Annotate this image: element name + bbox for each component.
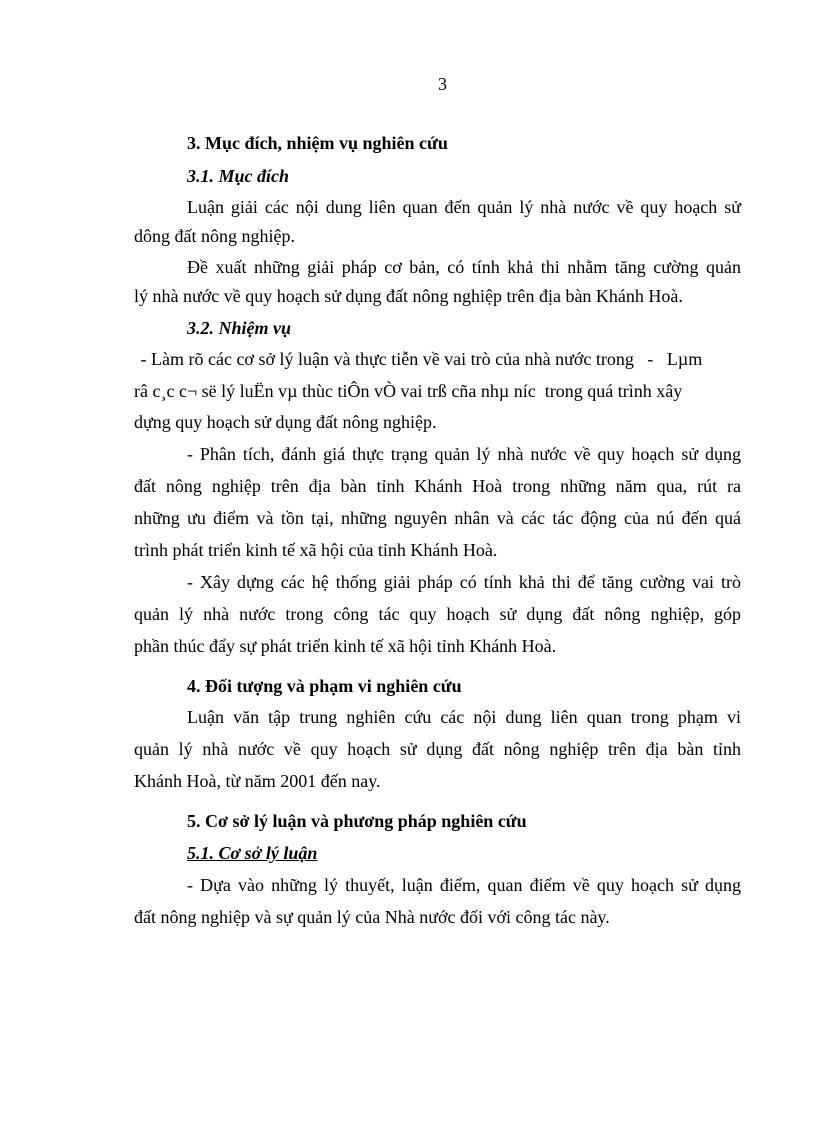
paragraph-line: lý nhà nước về quy hoạch sử dụng đất nông nghiệp trên địa bàn Khánh Hoà. xyxy=(134,286,683,306)
paragraph-line: đất nông nghiệp và sự quản lý của Nhà nước đối với công tác này. xyxy=(134,907,610,927)
section-3-2-heading: 3.2. Nhiệm vụ xyxy=(187,318,292,338)
paragraph-line: phần thúc đẩy sự phát triển kinh tế xã hội tỉnh Khánh Hoà. xyxy=(134,636,557,656)
paragraph-line: - Phân tích, đánh giá thực trạng quản lý nhà nước về quy hoạch sử dụng xyxy=(187,444,741,464)
paragraph-line: dựng quy hoạch sử dụng đất nông nghiệp. xyxy=(134,412,437,432)
section-3-heading: 3. Mục đích, nhiệm vụ nghiên cứu xyxy=(187,133,448,153)
paragraph-line: - Dựa vào những lý thuyết, luận điểm, quan điểm về quy hoạch sử dụng xyxy=(187,875,741,895)
paragraph-line: Luận giải các nội dung liên quan đến quản lý nhà nước về quy hoạch sử xyxy=(187,197,741,217)
paragraph-line: Luận văn tập trung nghiên cứu các nội dung liên quan trong phạm vi xyxy=(187,707,741,727)
section-3-1-heading: 3.1. Mục đích xyxy=(187,166,290,186)
paragraph-line: đất nông nghiệp trên địa bàn tỉnh Khánh Hoà trong những năm qua, rút ra xyxy=(134,476,741,496)
paragraph-line: những ưu điểm và tồn tại, những nguyên nhân và các tác động của nú đến quá xyxy=(134,508,741,528)
paragraph-line: - Làm rõ các cơ sở lý luận và thực tiễn về vai trò của nhà nước trong - Lµm xyxy=(136,349,703,369)
paragraph-line: Khánh Hoà, từ năm 2001 đến nay. xyxy=(134,771,381,791)
section-4-heading: 4. Đối tượng và phạm vi nghiên cứu xyxy=(187,676,462,696)
section-5-1-heading: 5.1. Cơ sở lý luận xyxy=(187,843,318,863)
page-number: 3 xyxy=(438,74,447,94)
paragraph-line: - Xây dựng các hệ thống giải pháp có tính khả thi để tăng cường vai trò xyxy=(187,572,741,592)
paragraph-line: quản lý nhà nước trong công tác quy hoạch sử dụng đất nông nghiệp, góp xyxy=(134,604,741,624)
paragraph-line: trình phát triển kinh tế xã hội của tỉnh Khánh Hoà. xyxy=(134,540,498,560)
section-5-heading: 5. Cơ sở lý luận và phương pháp nghiên cứu xyxy=(187,811,527,831)
paragraph-line: dông đất nông nghiệp. xyxy=(134,226,295,246)
paragraph-line: Đề xuất những giải pháp cơ bản, có tính khả thi nhằm tăng cường quản xyxy=(187,257,741,277)
paragraph-line: quản lý nhà nước về quy hoạch sử dụng đất nông nghiệp trên địa bàn tỉnh xyxy=(134,739,741,759)
paragraph-line: râ c¸c c¬ së lý luËn vµ thùc tiÔn vÒ vai trß cña nhµ níc trong quá trình xây xyxy=(134,381,683,401)
